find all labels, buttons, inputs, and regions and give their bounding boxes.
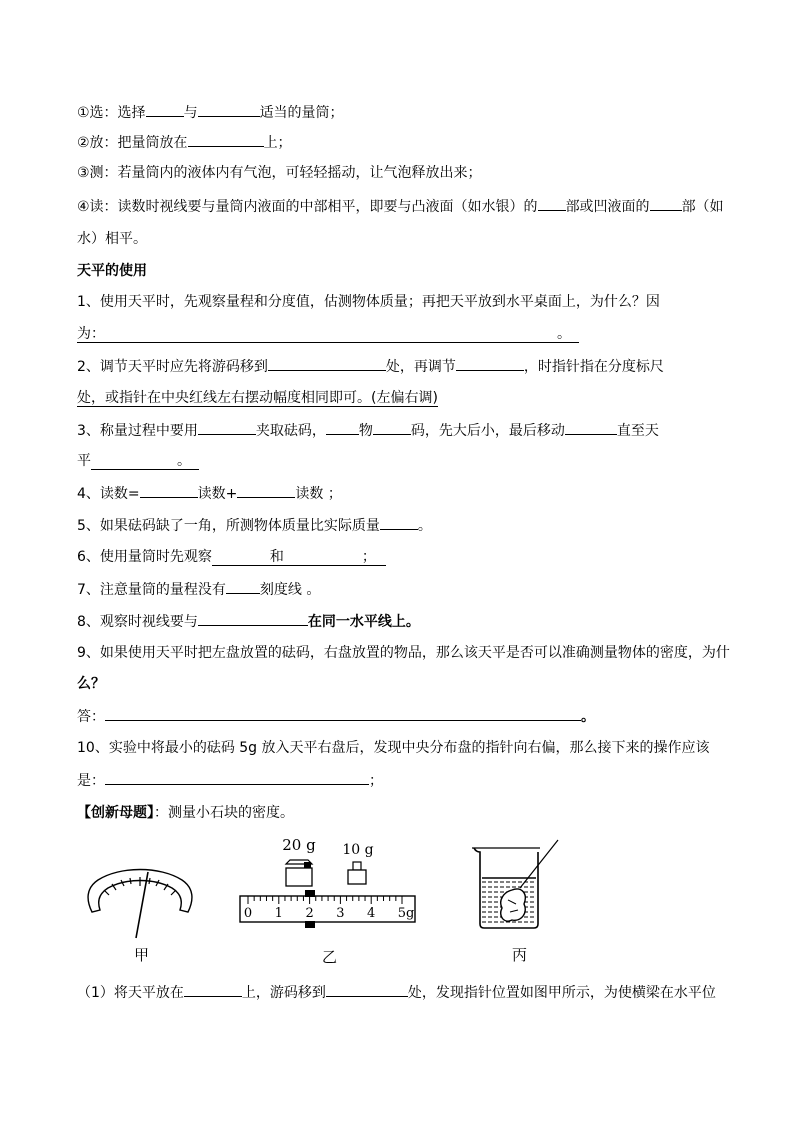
question-4: 4、读数= 读数+ 读数 ； xyxy=(77,483,730,504)
question-1: 1、使用天平时，先观察量程和分度值，估测物体质量；再把天平放到水平桌面上，为什么？因 xyxy=(77,294,660,310)
question-6: 6、使用量筒时先观察 和 ； xyxy=(77,547,730,567)
question-1-answer: 为： 。 xyxy=(77,324,730,344)
question-5: 5、如果砝码缺了一角，所测物体质量比实际质量 。 xyxy=(77,515,730,536)
rider-bottom xyxy=(305,921,315,928)
question-10-answer: 是： ； xyxy=(77,770,730,791)
question-7: 7、注意量筒的量程没有 刻度线 。 xyxy=(77,579,730,600)
cylinder-step-place: ②放：把量筒放在 上； xyxy=(77,132,730,153)
cylinder-step-read-cont: 水）相平。 xyxy=(77,231,147,247)
question-9-cont: 么？ xyxy=(77,676,105,692)
figure-label-yi: 乙 xyxy=(322,948,338,966)
question-2-cont: 处，或指针在中央红线左右摆动幅度相同即可。(左偏右调) xyxy=(77,390,438,406)
question-2: 2、调节天平时应先将游码移到 处，再调节 ，时指针指在分度标尺 xyxy=(77,356,730,377)
question-9-answer: 答： 。 xyxy=(77,706,730,727)
weight-20g xyxy=(286,860,312,886)
part-1: （1）将天平放在 上，游码移到 处，发现指针位置如图甲所示，为使横梁在水平位 xyxy=(77,982,730,1003)
innovation-problem: 【创新母题】：测量小石块的密度。 xyxy=(77,805,294,821)
question-9: 9、如果使用天平时把左盘放置的砝码，右盘放置的物品，那么该天平是否可以准确测量物体的密度，为什 xyxy=(77,645,730,661)
ruler-tick-label: 3 xyxy=(336,906,345,921)
rider-top xyxy=(305,890,315,897)
ruler-tick-label: 5g xyxy=(397,906,415,921)
cylinder-step-read: ④读：读数时视线要与量筒内液面的中部相平，即要与凸液面（如水银）的 部或凹液面的 部（如 xyxy=(77,196,730,217)
section-heading-balance: 天平的使用 xyxy=(77,263,147,279)
weights-and-rider-scale xyxy=(240,836,415,928)
weight-10g xyxy=(348,862,366,884)
ruler-tick-label: 2 xyxy=(305,906,314,921)
beaker-figure xyxy=(472,840,558,928)
figure-label-jia: 甲 xyxy=(134,946,150,964)
pointer-scale-figure xyxy=(88,870,192,939)
figure-label-bing: 丙 xyxy=(512,946,528,964)
question-3: 3、称量过程中要用 夹取砝码， 物 码，先大后小，最后移动 直至天 xyxy=(77,420,730,441)
question-10: 10、实验中将最小的砝码 5g 放入天平右盘后，发现中央分布盘的指针向右偏，那么接下来的操作应该 xyxy=(77,740,710,756)
ruler-tick-label: 1 xyxy=(274,906,283,921)
weight-10g-label: 10 g xyxy=(342,842,374,858)
cylinder-step-select: ①选：选择 与 适当的量筒； xyxy=(77,102,730,123)
ruler-tick-label: 0 xyxy=(243,906,253,921)
question-8: 8、观察时视线要与 在同一水平线上。 xyxy=(77,611,730,632)
question-3-cont: 平 。 xyxy=(77,451,730,471)
cylinder-step-measure: ③测：若量筒内的液体内有气泡，可轻轻摇动，让气泡释放出来； xyxy=(77,165,482,181)
stone xyxy=(501,889,526,921)
weight-20g-label: 20 g xyxy=(282,836,316,854)
ruler-tick-label: 4 xyxy=(367,906,376,921)
